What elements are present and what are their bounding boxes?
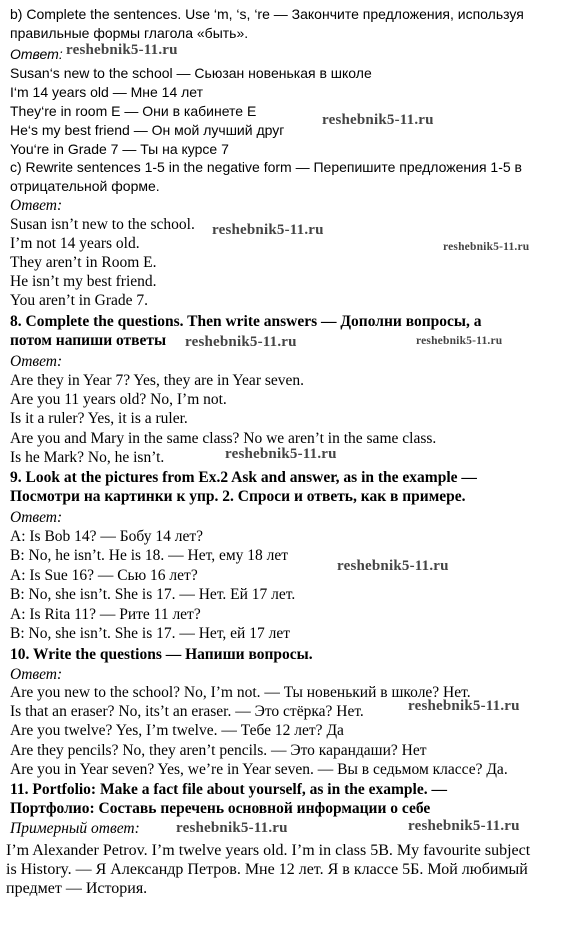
text-line: A: Is Bob 14? — Бобу 14 лет? [10,528,204,545]
answer-label: Ответ: [10,509,63,526]
answer-label: Ответ: [10,353,63,370]
watermark: reshebnik5-11.ru [212,222,324,238]
text-line: Are they pencils? No, they aren’t pencils. — Это карандаши? Нет [10,742,427,759]
watermark: reshebnik5-11.ru [337,558,449,574]
text-line: A: Is Rita 11? — Рите 11 лет? [10,606,201,623]
answer-label: Ответ: [10,46,63,62]
text-line: Are you and Mary in the same class? No we aren’t in the same class. [10,430,437,447]
text-line: Are they in Year 7? Yes, they are in Year seven. [10,372,305,389]
watermark: reshebnik5-11.ru [225,446,337,462]
text-line: предмет — История. [6,880,148,897]
text-line: Are you new to the school? No, I’m not. — Ты новенький в школе? Нет. [10,684,471,701]
text-line: c) Rewrite sentences 1-5 in the negative form — Перепишите предложения 1-5 в [10,159,522,175]
answer-label: Ответ: [10,666,63,683]
text-line: 9. Look at the pictures from Ex.2 Ask and answer, as in the example — [10,469,477,486]
text-line: is History. — Я Александр Петров. Мне 12 лет. Я в классе 5Б. Мой любимый [6,861,528,878]
watermark: reshebnik5-11.ru [416,335,503,347]
text-line: A: Is Sue 16? — Сью 16 лет? [10,567,198,584]
watermark: reshebnik5-11.ru [185,334,297,350]
watermark: reshebnik5-11.ru [443,241,530,253]
text-line: B: No, he isn’t. He is 18. — Нет, ему 18 лет [10,547,289,564]
text-line: They‘re in room E — Они в кабинете Е [10,103,257,119]
text-line: Is it a ruler? Yes, it is a ruler. [10,410,188,427]
text-line: You aren’t in Grade 7. [10,292,149,309]
text-line: He‘s my best friend — Он мой лучший друг [10,122,285,138]
watermark: reshebnik5-11.ru [322,112,434,128]
text-line: отрицательной форме. [10,178,160,194]
text-line: Посмотри на картинки к упр. 2. Спроси и ответь, как в примере. [10,488,466,505]
text-line: B: No, she isn’t. She is 17. — Нет, ей 17 лет [10,625,290,642]
text-line: I‘m 14 years old — Мне 14 лет [10,84,204,100]
text-line: Is he Mark? No, he isn’t. [10,449,165,466]
text-line: They aren’t in Room E. [10,254,157,271]
text-line: I’m not 14 years old. [10,235,140,252]
text-line: Are you 11 years old? No, I’m not. [10,391,227,408]
text-line: Susan isn’t new to the school. [10,216,195,233]
watermark: reshebnik5-11.ru [66,42,178,58]
text-line: He isn’t my best friend. [10,273,157,290]
text-line: потом напиши ответы [10,332,167,349]
watermark: reshebnik5-11.ru [408,818,520,834]
text-line: Портфолио: Составь перечень основной информации о себе [10,800,431,817]
text-line: B: No, she isn’t. She is 17. — Нет. Ей 17 лет. [10,586,296,603]
text-line: 10. Write the questions — Напиши вопросы. [10,646,313,663]
text-line: I’m Alexander Petrov. I’m twelve years old. I’m in class 5B. My favourite subject [6,842,531,859]
text-line: Is that an eraser? No, its’t an eraser. — Это стёрка? Нет. [10,703,364,720]
text-line: правильные формы глагола «быть». [10,25,249,41]
text-line: Are you in Year seven? Yes, we’re in Year seven. — Вы в седьмом классе? Да. [10,761,508,778]
text-line: 11. Portfolio: Make a fact file about yourself, as in the example. — [10,781,447,798]
watermark: reshebnik5-11.ru [408,698,520,714]
text-line: Susan‘s new to the school — Сьюзан новенькая в школе [10,65,372,81]
answer-label: Примерный ответ: [10,820,140,837]
answer-label: Ответ: [10,197,63,214]
text-line: 8. Complete the questions. Then write answers — Дополни вопросы, а [10,313,482,330]
watermark: reshebnik5-11.ru [176,820,288,836]
text-line: b) Complete the sentences. Use ‘m, ‘s, ‘re — Закончите предложения, используя [10,6,524,22]
text-line: Are you twelve? Yes, I’m twelve. — Тебе 12 лет? Да [10,722,344,739]
text-line: You‘re in Grade 7 — Ты на курсе 7 [10,141,229,157]
